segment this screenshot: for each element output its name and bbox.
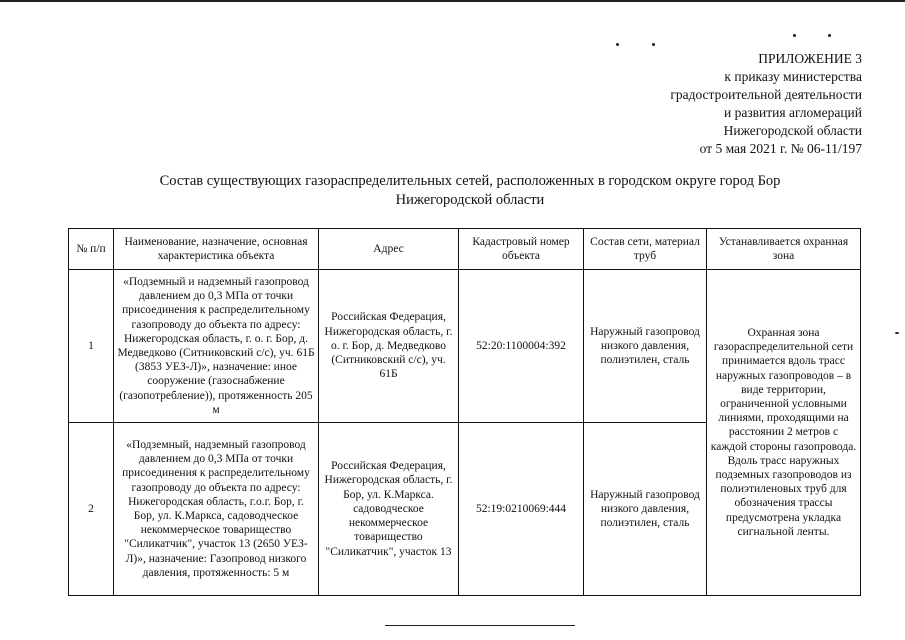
scan-speck [828, 34, 831, 37]
document-title-line: Нижегородской области [395, 192, 545, 208]
table-row [69, 270, 861, 423]
scan-top-border [0, 0, 905, 2]
header-num: № п/п [69, 229, 114, 270]
header-name: Наименование, назначение, основная характеристика объекта [114, 229, 319, 270]
header-composition: Состав сети, материал труб [584, 229, 707, 270]
gas-network-table [68, 228, 861, 596]
cell-address: Российская Федерация, Нижегородская область, г. Бор, ул. К.Маркса. садоводческое некоммерческое товарищество "Силикатчик", участок 13 [319, 423, 459, 596]
appendix-block [670, 50, 862, 158]
cell-name: «Подземный и надземный газопровод давлением до 0,3 МПа от точки присоединения к распределительному газопроводу до объекта по адресу: Нижегородская область, г. о. г. Бор, д. Медведково (Ситниковский с/с), уч. 61Б (3853 УЕЗ-Л)», назначение: иное сооружение (газоснабжение (газопотребление)), протяженность 205 м [114, 270, 319, 423]
header-zone: Устанавливается охранная зона [707, 229, 861, 270]
scan-speck [652, 43, 655, 46]
scan-speck [895, 332, 899, 334]
appendix-line: градостроительной деятельности [670, 87, 862, 102]
footer-rule [385, 625, 575, 626]
scan-speck [793, 34, 796, 37]
cell-zone: Охранная зона газораспределительной сети принимается вдоль трасс наружных газопроводов – в виде территории, ограниченной условными линиями, проходящими на расстоянии 2 метров с каждой стороны газопровода. Вдоль трасс наружных подземных газопроводов из полиэтиленовых труб для обозначения трассы предусмотрена укладка сигнальной ленты. [707, 270, 861, 596]
appendix-line: ПРИЛОЖЕНИЕ 3 [758, 51, 862, 66]
appendix-line: к приказу министерства [724, 69, 862, 84]
document-title [80, 172, 860, 210]
document-title-line: Состав существующих газораспределительных сетей, расположенных в городском округе город Бор [159, 173, 781, 189]
cell-composition: Наружный газопровод низкого давления, полиэтилен, сталь [584, 270, 707, 423]
cell-num: 2 [69, 423, 114, 596]
cell-cadastral: 52:19:0210069:444 [459, 423, 584, 596]
header-address: Адрес [319, 229, 459, 270]
appendix-line: и развития агломераций [723, 105, 862, 120]
cell-name: «Подземный, надземный газопровод давлением до 0,3 МПа от точки присоединения к распределительному газопроводу до объекта по адресу: Нижегородская область, г.о.г. Бор, г. Бор, ул. К.Маркса, садоводческое некоммерческое товарищество "Силикатчик", участок 13 (2650 УЕЗ-Л)», назначение: Газопровод низкого давления, протяженность: 5 м [114, 423, 319, 596]
scan-speck [616, 43, 619, 46]
cell-num: 1 [69, 270, 114, 423]
cell-composition: Наружный газопровод низкого давления, полиэтилен, сталь [584, 423, 707, 596]
header-cadastral: Кадастровый номер объекта [459, 229, 584, 270]
table-header-row [69, 229, 861, 270]
cell-cadastral: 52:20:1100004:392 [459, 270, 584, 423]
appendix-line: Нижегородской области [723, 123, 862, 138]
appendix-line: от 5 мая 2021 г. № 06-11/197 [699, 141, 862, 156]
cell-address: Российская Федерация, Нижегородская область, г. о. г. Бор, д. Медведково (Ситниковский с/с), уч. 61Б [319, 270, 459, 423]
